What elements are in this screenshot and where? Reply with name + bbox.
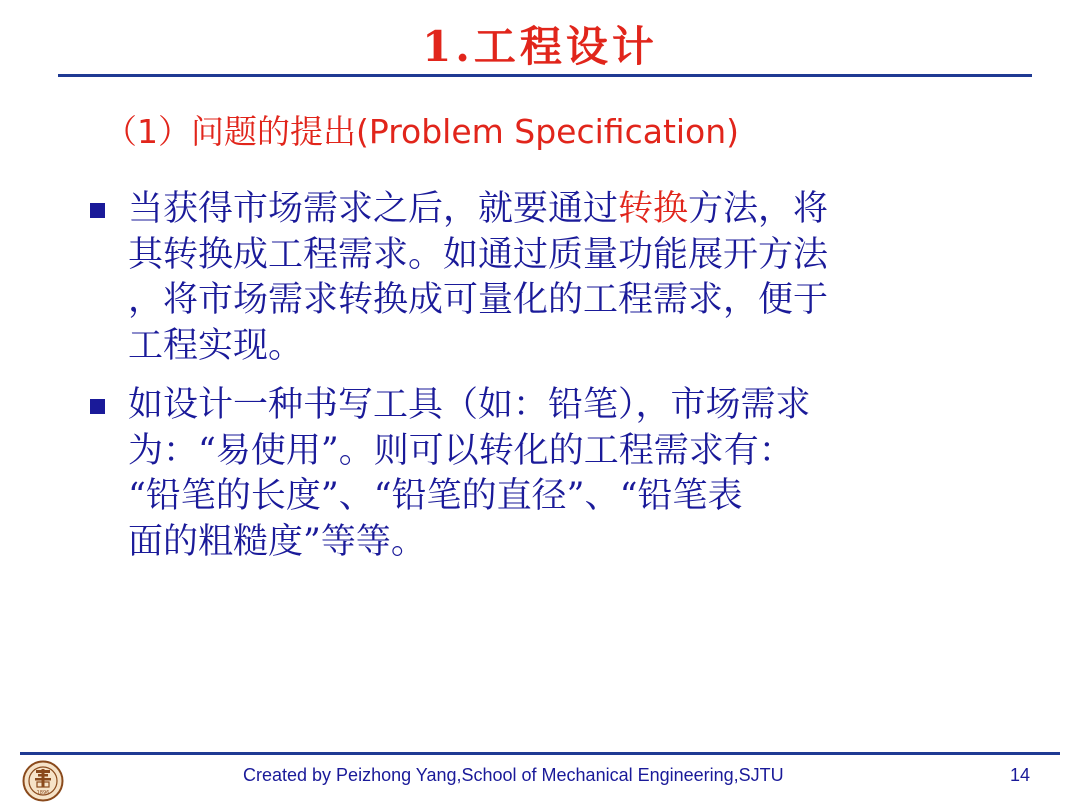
text-line: 工程实现。 bbox=[128, 325, 304, 366]
university-logo-icon bbox=[22, 760, 64, 802]
square-bullet-icon bbox=[90, 203, 105, 218]
square-bullet-icon bbox=[90, 399, 105, 414]
text-line: 为：“易使用”。则可以转化的工程需求有： bbox=[128, 430, 794, 471]
logo-year: 1896 bbox=[36, 790, 50, 796]
text-line: 如设计一种书写工具（如：铅笔），市场需求 bbox=[128, 385, 811, 425]
text-line: 其转换成工程需求。如通过质量功能展开方法 bbox=[128, 234, 829, 275]
bullet-item bbox=[88, 187, 988, 369]
highlight-text: 转换 bbox=[618, 189, 689, 229]
bullet-list bbox=[88, 187, 988, 565]
text-segment: 当获得市场需求之后，就要通过 bbox=[128, 189, 619, 229]
text-line: ，将市场需求转换成可量化的工程需求，便于 bbox=[128, 280, 829, 320]
footer-divider bbox=[20, 752, 1060, 755]
text-segment: 方法，将 bbox=[688, 189, 829, 229]
text-line: “铅笔的长度”、“铅笔的直径”、“铅笔表 bbox=[128, 476, 743, 516]
page-number: 14 bbox=[1010, 765, 1031, 785]
footer-credit: Created by Peizhong Yang,School of Mechanical Engineering,SJTU bbox=[243, 765, 784, 785]
bullet-item bbox=[88, 383, 988, 565]
title-divider bbox=[58, 74, 1032, 77]
section-subtitle: （1）问题的提出(Problem Specification) bbox=[104, 112, 740, 151]
text-line: 面的粗糙度”等等。 bbox=[128, 521, 426, 562]
text-line bbox=[128, 187, 988, 233]
slide-title: 1.工程设计 bbox=[422, 22, 658, 71]
